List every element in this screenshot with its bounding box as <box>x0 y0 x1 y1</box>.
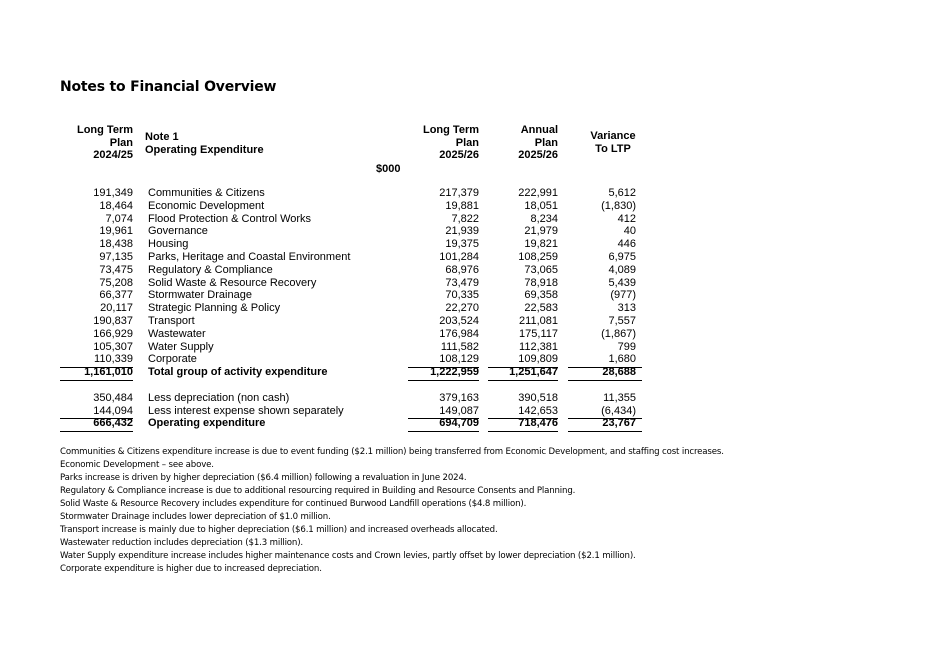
cell-label: Solid Waste & Resource Recovery <box>148 276 317 289</box>
note-line: Water Supply expenditure increase includes higher maintenance costs and Crown levies, partly offset by lower depreciation ($2.1 million). <box>60 551 636 561</box>
page-title: Notes to Financial Overview <box>60 79 277 95</box>
table-row <box>0 213 934 226</box>
cell-annual-plan: 142,653 <box>518 404 558 417</box>
cell-ltp-2024-25: 19,961 <box>99 225 133 238</box>
operating-rule <box>568 418 642 419</box>
cell-annual-plan: 73,065 <box>524 263 558 276</box>
subtotal-rule <box>568 367 642 368</box>
cell-label: Parks, Heritage and Coastal Environment <box>148 250 351 263</box>
cell-annual-plan: 718,476 <box>518 417 558 430</box>
cell-annual-plan: 108,259 <box>518 250 558 263</box>
header-variance: Variance To LTP <box>590 130 636 155</box>
cell-variance: (977) <box>610 289 636 302</box>
cell-variance: 799 <box>617 340 636 353</box>
cell-annual-plan: 21,979 <box>524 225 558 238</box>
cell-variance: 446 <box>617 238 636 251</box>
cell-variance: 5,439 <box>608 276 636 289</box>
cell-ltp-2024-25: 1,161,010 <box>84 366 133 379</box>
header-ltp-2024-25: Long Term Plan 2024/25 <box>76 124 133 161</box>
cell-annual-plan: 69,358 <box>524 289 558 302</box>
table-row <box>0 417 934 430</box>
operating-bottom-rule <box>488 431 558 432</box>
cell-ltp-2025-26: 111,582 <box>440 340 479 353</box>
cell-label: Transport <box>148 314 195 327</box>
table-row <box>0 200 934 213</box>
table-row <box>0 328 934 341</box>
cell-ltp-2024-25: 191,349 <box>93 187 133 199</box>
table-row <box>0 302 934 315</box>
note-line: Parks increase is driven by higher depreciation ($6.4 million) following a revaluation in June 2024. <box>60 473 467 483</box>
note-line: Communities & Citizens expenditure increase is due to event funding ($2.1 million) being transferred from Economic Development, and staffing cost increases. <box>60 447 724 457</box>
cell-ltp-2025-26: 379,163 <box>439 391 479 404</box>
total-rule <box>568 380 642 381</box>
table-row <box>0 251 934 264</box>
operating-bottom-rule <box>568 431 642 432</box>
unit-label: $000 <box>376 163 401 175</box>
table-row <box>0 353 934 366</box>
note-line: Corporate expenditure is higher due to increased depreciation. <box>60 564 322 574</box>
cell-annual-plan: 112,381 <box>519 340 558 353</box>
header-annual-plan: Annual Plan 2025/26 <box>518 124 558 161</box>
cell-ltp-2025-26: 21,939 <box>445 225 479 238</box>
cell-ltp-2025-26: 19,881 <box>445 199 479 212</box>
cell-ltp-2025-26: 7,822 <box>451 212 479 225</box>
cell-annual-plan: 211,081 <box>519 314 558 327</box>
operating-rule <box>408 418 479 419</box>
cell-variance: 412 <box>617 212 636 225</box>
cell-variance: 7,557 <box>608 314 636 327</box>
cell-ltp-2025-26: 694,709 <box>439 417 479 430</box>
cell-ltp-2025-26: 68,976 <box>445 263 479 276</box>
cell-label: Wastewater <box>148 327 206 340</box>
cell-label: Economic Development <box>148 199 265 212</box>
expenditure-table <box>0 187 934 430</box>
cell-ltp-2025-26: 203,524 <box>439 314 479 327</box>
table-row <box>0 225 934 238</box>
subtotal-rule <box>408 367 479 368</box>
cell-label: Communities & Citizens <box>148 187 265 199</box>
cell-label: Water Supply <box>148 340 214 353</box>
cell-ltp-2025-26: 149,087 <box>439 404 479 417</box>
cell-ltp-2024-25: 190,837 <box>93 314 133 327</box>
subtotal-rule <box>60 367 133 368</box>
table-row <box>0 277 934 290</box>
total-rule <box>408 380 479 381</box>
cell-ltp-2024-25: 105,307 <box>93 340 133 353</box>
cell-label: Regulatory & Compliance <box>148 263 273 276</box>
cell-variance: (1,830) <box>601 199 636 212</box>
cell-variance: 6,975 <box>608 250 636 263</box>
operating-rule <box>60 418 133 419</box>
table-row <box>0 405 934 418</box>
total-rule <box>488 380 558 381</box>
cell-ltp-2025-26: 176,984 <box>439 327 479 340</box>
cell-ltp-2024-25: 97,135 <box>99 250 133 263</box>
cell-ltp-2025-26: 73,479 <box>445 276 479 289</box>
cell-ltp-2025-26: 22,270 <box>445 302 479 315</box>
cell-variance: 23,767 <box>602 417 636 430</box>
table-row <box>0 341 934 354</box>
table-row <box>0 289 934 302</box>
note-line: Wastewater reduction includes depreciation ($1.3 million). <box>60 538 303 548</box>
cell-annual-plan: 18,051 <box>524 199 558 212</box>
cell-ltp-2024-25: 18,438 <box>99 238 133 251</box>
cell-ltp-2024-25: 75,208 <box>99 276 133 289</box>
header-ltp-2025-26: Long Term Plan 2025/26 <box>422 124 479 161</box>
notes-block <box>60 446 920 576</box>
cell-variance: 1,680 <box>608 353 636 366</box>
note-line: Economic Development – see above. <box>60 460 214 470</box>
cell-variance: 11,355 <box>603 391 636 404</box>
operating-bottom-rule <box>60 431 133 432</box>
table-row <box>0 187 934 200</box>
subtotal-rule <box>488 367 558 368</box>
cell-ltp-2024-25: 18,464 <box>99 199 133 212</box>
cell-ltp-2024-25: 73,475 <box>99 263 133 276</box>
cell-ltp-2024-25: 144,094 <box>93 404 133 417</box>
table-row <box>0 264 934 277</box>
note-line: Transport increase is mainly due to higher depreciation ($6.1 million) and increased overheads allocated. <box>60 525 498 535</box>
cell-annual-plan: 78,918 <box>524 276 558 289</box>
table-row <box>0 366 934 379</box>
cell-ltp-2025-26: 108,129 <box>439 353 479 366</box>
cell-label: Housing <box>148 238 189 251</box>
cell-annual-plan: 22,583 <box>524 302 558 315</box>
cell-ltp-2024-25: 666,432 <box>93 417 133 430</box>
cell-variance: 40 <box>623 225 636 238</box>
cell-label: Less depreciation (non cash) <box>148 391 290 404</box>
cell-label: Operating expenditure <box>148 417 266 430</box>
cell-label: Total group of activity expenditure <box>148 366 328 379</box>
operating-rule <box>488 418 558 419</box>
note-line: Regulatory & Compliance increase is due to additional resourcing required in Building and Resource Consents and Planning. <box>60 486 576 496</box>
cell-annual-plan: 390,518 <box>518 391 558 404</box>
cell-ltp-2025-26: 70,335 <box>445 289 479 302</box>
cell-ltp-2024-25: 350,484 <box>93 391 133 404</box>
note-line: Stormwater Drainage includes lower depreciation of $1.0 million. <box>60 512 331 522</box>
cell-label: Strategic Planning & Policy <box>148 302 281 315</box>
cell-ltp-2025-26: 217,379 <box>439 187 479 199</box>
cell-ltp-2024-25: 110,339 <box>94 353 133 366</box>
cell-label: Flood Protection & Control Works <box>148 212 312 225</box>
cell-ltp-2024-25: 20,117 <box>100 302 133 315</box>
note-line: Solid Waste & Resource Recovery includes expenditure for continued Burwood Landfill operations ($4.8 million). <box>60 499 527 509</box>
table-row <box>0 392 934 405</box>
cell-ltp-2024-25: 7,074 <box>105 212 133 225</box>
cell-variance: 4,089 <box>608 263 636 276</box>
cell-ltp-2025-26: 101,284 <box>439 250 479 263</box>
cell-ltp-2024-25: 66,377 <box>99 289 133 302</box>
operating-bottom-rule <box>408 431 479 432</box>
cell-label: Stormwater Drainage <box>148 289 252 302</box>
row-spacer <box>0 379 934 392</box>
cell-label: Less interest expense shown separately <box>148 404 344 417</box>
table-row <box>0 238 934 251</box>
cell-variance: (6,434) <box>601 404 636 417</box>
cell-annual-plan: 1,251,647 <box>509 366 558 379</box>
total-rule <box>60 380 133 381</box>
cell-variance: 5,612 <box>608 187 636 199</box>
cell-variance: (1,867) <box>601 327 636 340</box>
cell-annual-plan: 109,809 <box>518 353 558 366</box>
cell-ltp-2025-26: 19,375 <box>445 238 479 251</box>
cell-annual-plan: 19,821 <box>524 238 558 251</box>
cell-ltp-2024-25: 166,929 <box>93 327 133 340</box>
cell-annual-plan: 8,234 <box>530 212 558 225</box>
table-row <box>0 315 934 328</box>
cell-annual-plan: 175,117 <box>519 327 558 340</box>
cell-ltp-2025-26: 1,222,959 <box>430 366 479 379</box>
cell-variance: 313 <box>617 302 636 315</box>
cell-variance: 28,688 <box>602 366 636 379</box>
header-note: Note 1 Operating Expenditure <box>145 131 264 156</box>
cell-label: Corporate <box>148 353 197 366</box>
cell-label: Governance <box>148 225 208 238</box>
cell-annual-plan: 222,991 <box>518 187 558 199</box>
